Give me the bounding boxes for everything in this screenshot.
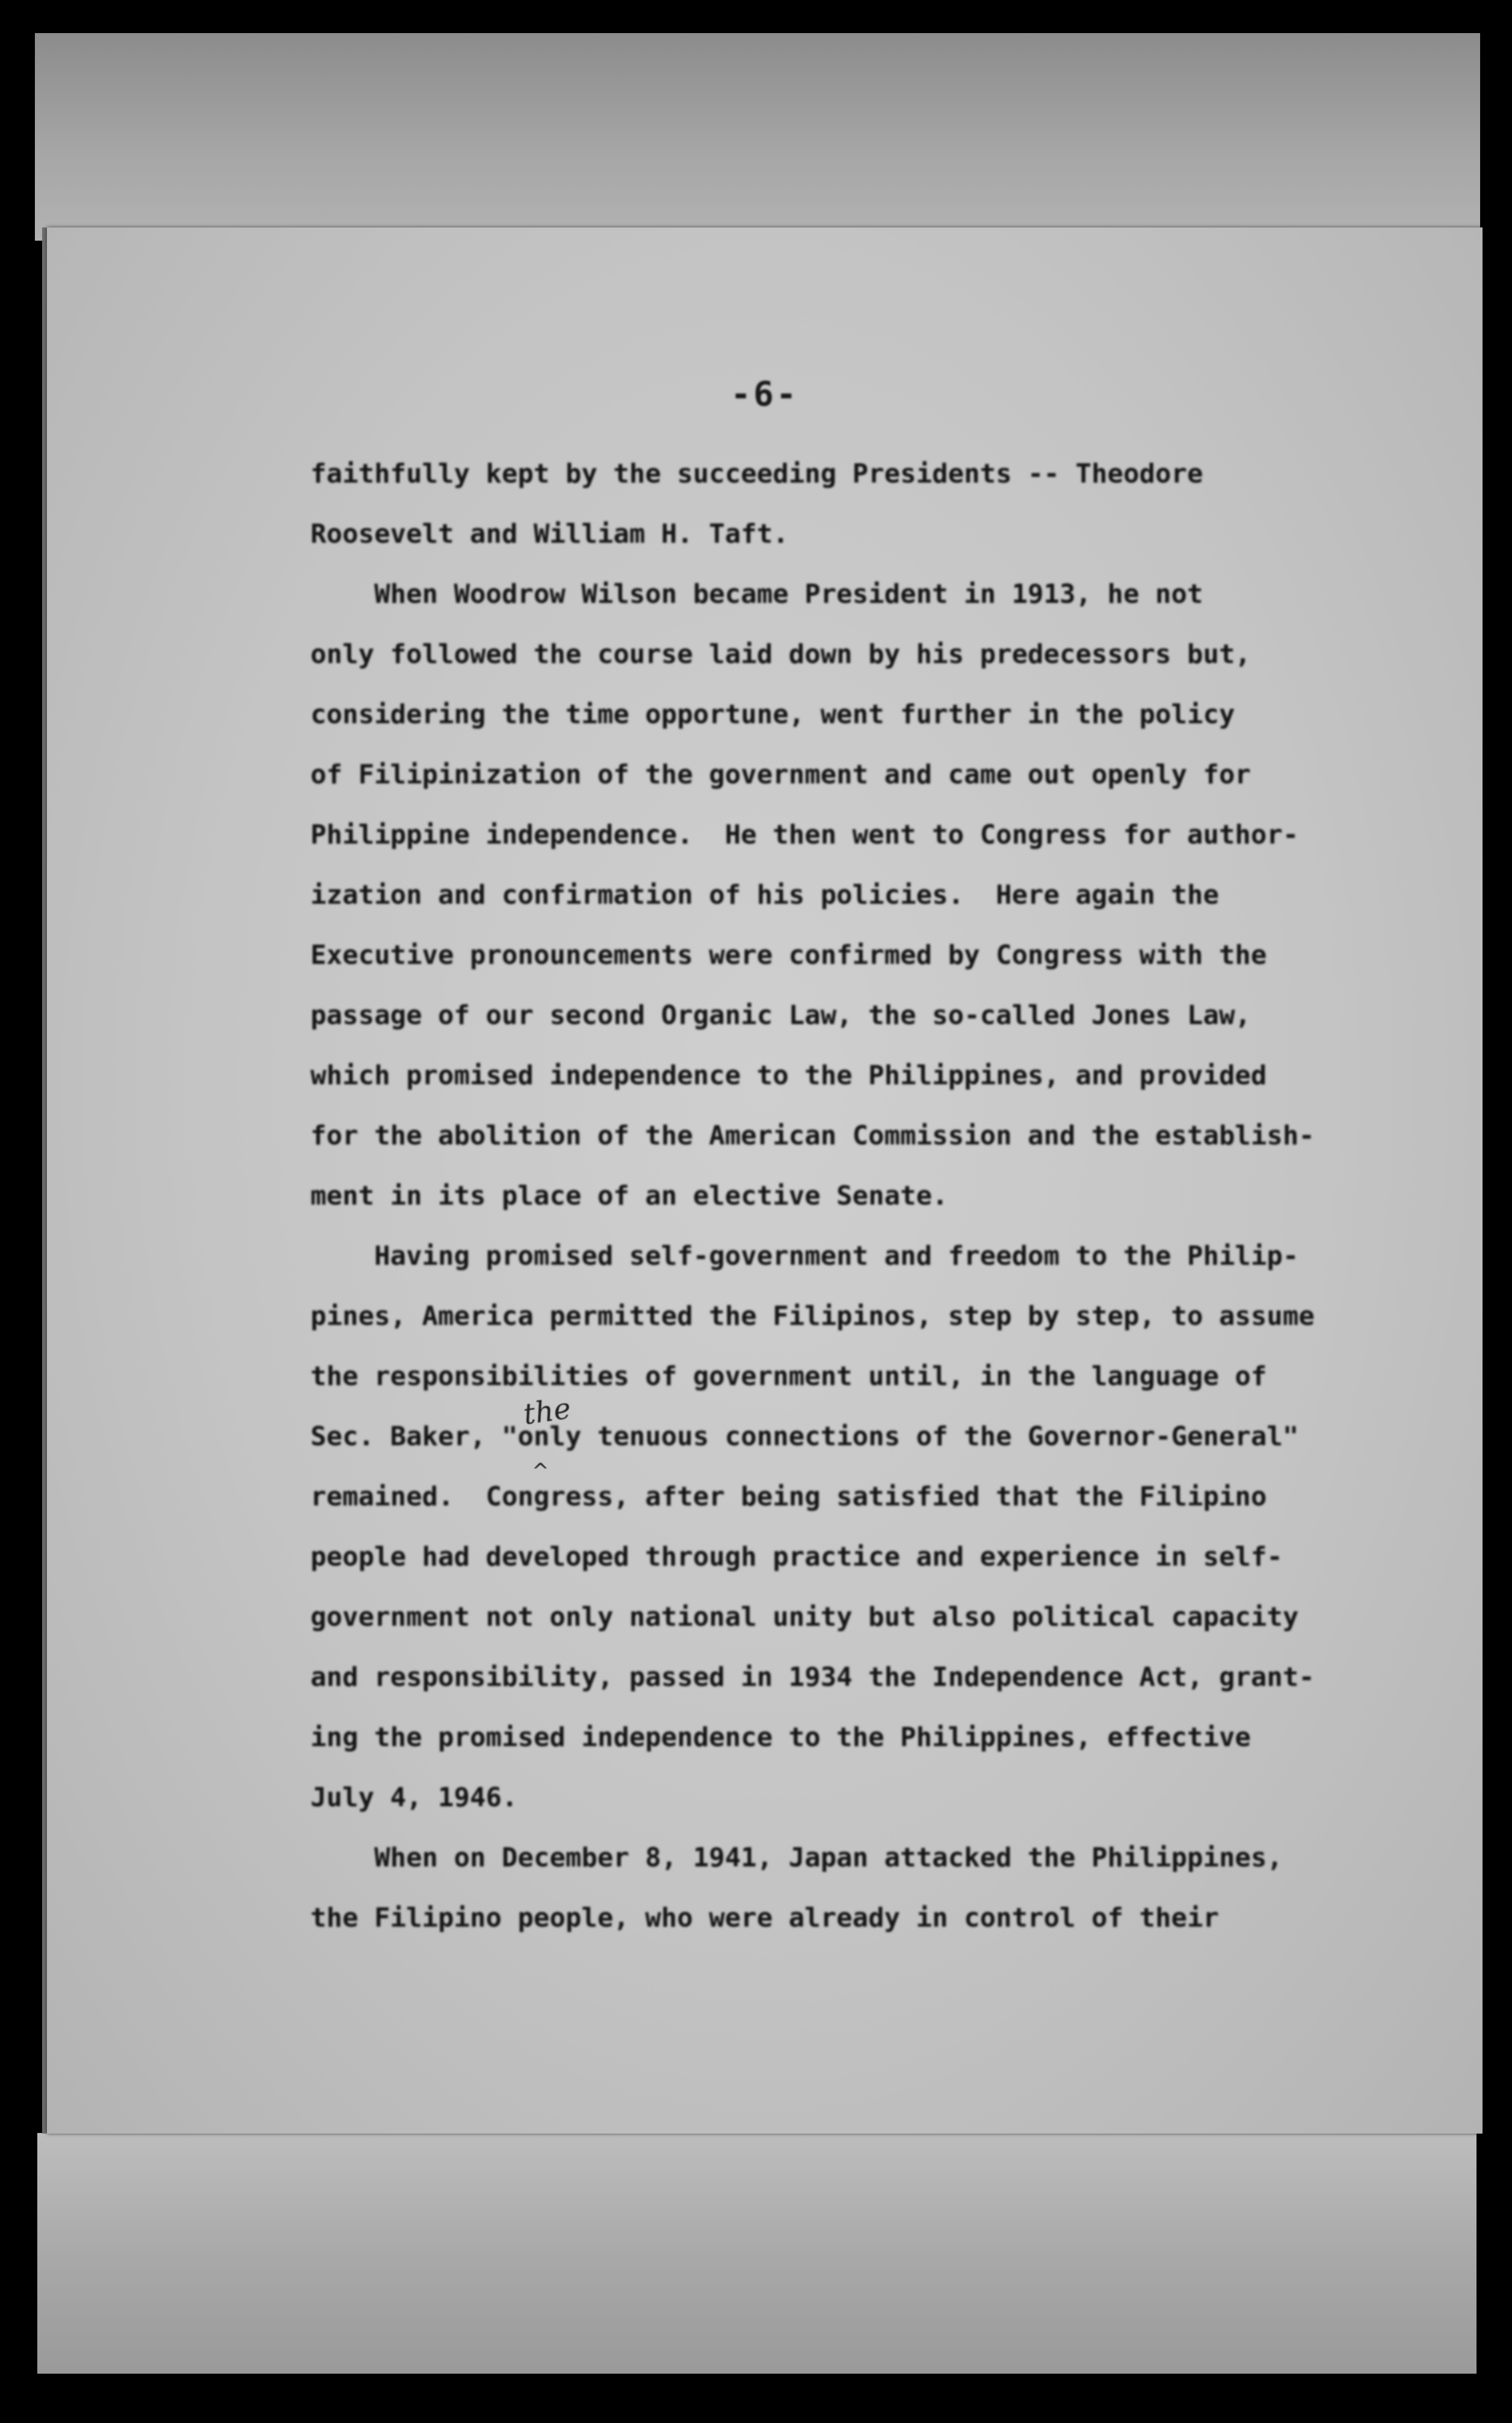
back-sheet-top (35, 33, 1480, 241)
text-line: Executive pronouncements were confirmed by Congress with the (310, 940, 1267, 971)
text-line: Philippine independence. He then went to Congress for author- (310, 819, 1299, 850)
document-page (47, 227, 1483, 2134)
text-line: and responsibility, passed in 1934 the Independence Act, grant- (310, 1662, 1315, 1693)
text-line: considering the time opportune, went further in the policy (310, 699, 1235, 730)
text-line: Sec. Baker, "only tenuous connections of the Governor-General" (310, 1421, 1299, 1452)
text-line: the Filipino people, who were already in control of their (310, 1903, 1219, 1933)
text-line: When on December 8, 1941, Japan attacked the Philippines, (310, 1842, 1283, 1873)
text-line: pines, America permitted the Filipinos, step by step, to assume (310, 1301, 1315, 1332)
text-line: ing the promised independence to the Philippines, effective (310, 1722, 1251, 1753)
text-line: When Woodrow Wilson became President in 1913, he not (310, 579, 1203, 610)
text-line: faithfully kept by the succeeding Presidents -- Theodore (310, 458, 1203, 489)
handwritten-insertion: the (521, 1391, 573, 1432)
text-line: Having promised self-government and freedom to the Philip- (310, 1241, 1299, 1271)
text-line: Roosevelt and William H. Taft. (310, 519, 789, 549)
text-line: of Filipinization of the government and came out openly for (310, 759, 1251, 790)
text-line: people had developed through practice and experience in self- (310, 1542, 1283, 1572)
insertion-caret: ^ (532, 1459, 549, 1483)
text-line: which promised independence to the Philippines, and provided (310, 1060, 1267, 1091)
text-line: only followed the course laid down by his predecessors but, (310, 639, 1251, 670)
text-line: the responsibilities of government until, in the language of (310, 1361, 1267, 1392)
text-line: ization and confirmation of his policies. Here again the (310, 880, 1219, 910)
text-line: passage of our second Organic Law, the so-called Jones Law, (310, 1000, 1251, 1031)
text-line: July 4, 1946. (310, 1782, 518, 1813)
text-line: government not only national unity but also political capacity (310, 1602, 1299, 1632)
text-line: for the abolition of the American Commission and the establish- (310, 1120, 1315, 1151)
back-sheet-bottom (37, 2133, 1477, 2374)
text-line: remained. Congress, after being satisfied that the Filipino (310, 1481, 1267, 1512)
text-line: ment in its place of an elective Senate. (310, 1181, 948, 1211)
page-number: -6- (730, 375, 799, 414)
